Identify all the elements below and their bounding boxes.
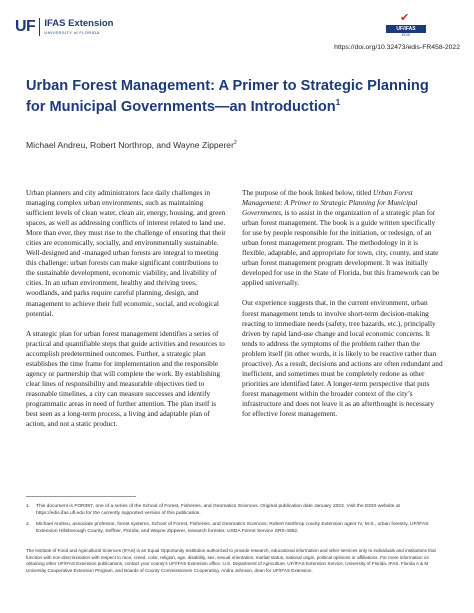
footnote-divider [26, 496, 136, 497]
logo-divider [39, 18, 40, 36]
footnote-number: 2. [26, 522, 31, 527]
document-title [26, 76, 446, 118]
edis-badge [386, 12, 426, 40]
footnote [26, 503, 446, 517]
right-column [242, 188, 443, 429]
footnote [26, 521, 446, 535]
page-header [0, 0, 474, 60]
equal-opportunity-disclaimer: The Institute of Food and Agricultural Sciences (IFAS) is an Equal Opportunity Institution authorized to provide research, educational information and other services only to individuals and institutions that function with non-discrimination with respect to race, creed, color, religion, age, disability, sex, sexual orientation, marital status, national origin, political opinions or affiliations. For more information on obtaining other UF/IFAS Extension publications, contact your county’s UF/IFAS Extension office. U.S. Department of Agriculture, UF/IFAS Extension Service, University of Florida, IFAS, Florida A & M University Cooperative Extension Program, and Boards of County Commissioners Cooperating. Andra Johnson, dean for UF/IFAS Extension. [26, 548, 436, 573]
uf-logo-mark: UF [15, 18, 36, 35]
paragraph: A strategic plan for urban forest management identifies a series of practical and quantifiable steps that guide activities and resources to accomplish predetermined outcomes. Further, a strategic plan establishes the time frame for implementation and the responsible agency or partnership that will complete the work. By establishing clear lines of responsibility and measurable objectives tied to reasonable timelines, a city can measure successes and identify programmatic areas in need of further attention. The plan itself is best seen as a long-term process, a living and adaptable plan of action, and not a static product. [26, 328, 225, 429]
footnote-text: This document is FOR387, one of a series of the School of Forest, Fisheries, and Geomatics Sciences. Original publication date January 2023. Visit the EDIS website at https://edis.ifas.ufl.edu for the currently supported version of this publication. [36, 504, 400, 516]
logo-name: IFAS Extension [44, 18, 114, 30]
authors-footnote-mark: 2 [233, 140, 237, 147]
left-column [26, 188, 227, 439]
logo-subtitle: UNIVERSITY of FLORIDA [44, 29, 100, 35]
badge-label: UF/IFAS [386, 25, 426, 33]
logo-text [44, 19, 113, 35]
uf-ifas-logo [15, 18, 113, 36]
footnote-text: Michael Andreu, associate professor, forest systems, School of Forest, Fisheries, and Geomatics Sciences; Robert Northrop county Extension agent IV, M.S., urban forestry, UF/IFAS Extension Hillsborough County, Seffner, Florida; and Wayne Zipperer, research forester, USDA Forest Service SRS-4952. [36, 522, 429, 534]
badge-sublabel: EDIS [401, 33, 411, 37]
paragraph-text: The purpose of the book linked below, titled [242, 188, 374, 197]
authors-text: Michael Andreu, Robert Northrop, and Wayne Zipperer [26, 140, 234, 150]
book-title: Urban Forest Management: A Primer to Strategic Planning for Municipal Governments [242, 188, 418, 218]
paragraph-text: , is to assist in the organization of a strategic plan for urban forest management. The book is a guide written specifically for use by people responsible for the initiation, or redesign, of an urban forest management program. The methodology in it is flexible, adaptable, and appropriate for town, city, county, and state urban forest management program development. It was initially developed for use in the State of Florida, but this framework can be applied universally. [242, 208, 440, 288]
title-text: Urban Forest Management: A Primer to Strategic Planning for Municipal Governments—an Introduction [26, 78, 429, 115]
footnote-number: 1. [26, 504, 31, 509]
author-list [26, 140, 237, 150]
paragraph: Urban planners and city administrators face daily challenges in managing complex urban environments, such as maintaining sufficient levels of clean water, clean air, energy, housing, and green spaces, as well as addressing conflicts of interest related to land use. More than ever, they must rise to the challenge of ensuring that their cities are economically, socially, and environmentally sustainable. Well-designed and -managed urban forests are integral to meeting this challenge: urban forests can make significant contributions to the sustainable development, economic viability, and livability of cities. In an urban environment, healthy and thriving trees, woodlands, and parks require careful planning, design, and management to achieve their full economic, social, and ecological potential. [26, 188, 226, 318]
footnotes [26, 503, 446, 539]
title-footnote-mark: 1 [335, 98, 341, 108]
paragraph: Our experience suggests that, in the current environment, urban forest management tends to involve short-term decision-making reacting to immediate needs (safety, tree hazards, etc.), principally driven by rapid land-use change and local economic concerns. It tends to address the symptoms of the problem rather than the problem itself (in other words, it is likely to be reactive rather than proactive). As a result, decisions and actions are often redundant and inefficient, and sometimes must be completely redone as other priorities are identified later. A longer-term perspective that puts forest management within the broader context of the city’s infrastructure and does not leave it as an afterthought is necessary for effective forest management. [242, 298, 443, 418]
paragraph [242, 188, 443, 288]
checkmark-icon: ✔ [400, 11, 410, 24]
doi-link[interactable]: https://doi.org/10.32473/edis-FR458-2022 [334, 44, 460, 51]
